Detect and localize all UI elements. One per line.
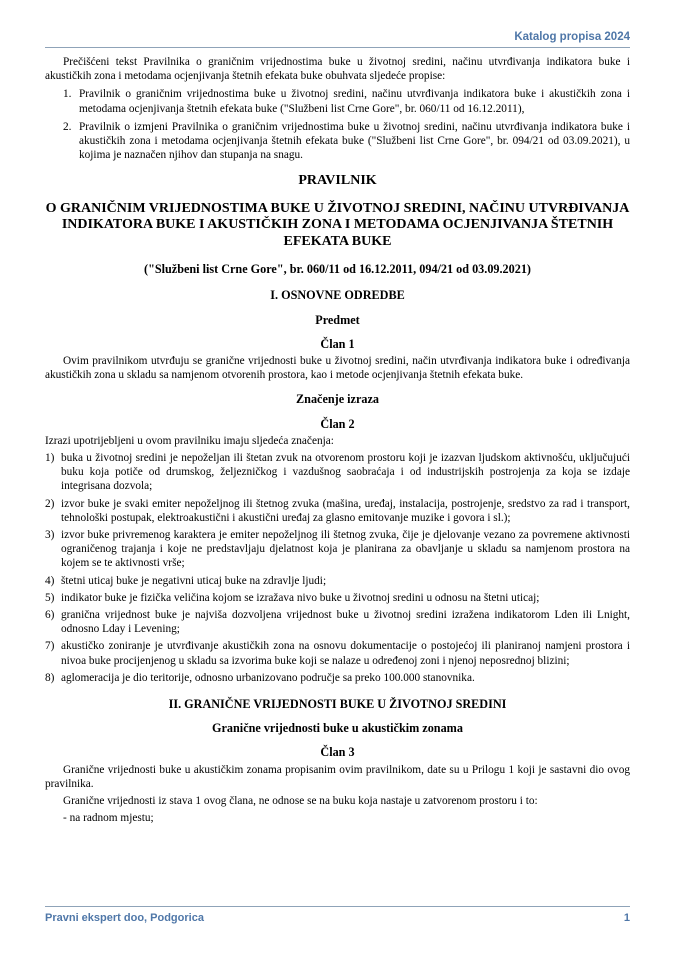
list-number: 1): [45, 451, 55, 464]
section-heading: II. GRANIČNE VRIJEDNOSTI BUKE U ŽIVOTNOJ SREDINI: [168, 697, 507, 711]
list-item: [45, 528, 630, 571]
article-paragraph: Granične vrijednosti iz stava 1 ovog člana, ne odnose se na buku koja nastaje u zatvorenom prostoru i to:: [63, 795, 538, 808]
section-heading: I. OSNOVNE ODREDBE: [270, 288, 405, 303]
list-number: 5): [45, 591, 55, 604]
article-paragraph: Izrazi upotrijebljeni u ovom pravilniku imaju sljedeća značenja:: [45, 434, 334, 447]
page-header: [45, 30, 630, 48]
catalog-title: Katalog propisa 2024: [514, 31, 630, 43]
list-item: [45, 591, 630, 605]
subheading: Predmet: [315, 312, 360, 327]
document-subtitle: O GRANIČNIM VRIJEDNOSTIMA BUKE U ŽIVOTNOJ SREDINI, NAČINU UTVRĐIVANJA INDIKATORA BUKE I AKUSTIČKIH ZONA I METODAMA OCJENJIVANJA ŠTETNIH EFEKATA BUKE: [45, 200, 630, 249]
list-item: [45, 497, 630, 525]
page-number: 1: [623, 912, 630, 924]
list-number: 2.: [63, 120, 72, 133]
list-text: aglomeracija je dio teritorije, odnosno urbanizovano područje sa preko 100.000 stanovnika.: [61, 671, 475, 684]
list-number: 4): [45, 574, 55, 587]
article-heading: Član 2: [320, 416, 355, 431]
list-item: [45, 671, 630, 685]
publisher-name: Pravni ekspert doo, Podgorica: [45, 912, 204, 924]
article-paragraph: - na radnom mjestu;: [63, 812, 154, 825]
list-text: akustičko zoniranje je utvrđivanje akustičkih zona na osnovu dokumentacije o postojećoj ili planiranoj namjeni prostora i nivoa buke procijenjenog u skladu sa izvorima buke koji se nalaze u određenoj zoni i njenoj neposrednoj blizini;: [61, 640, 630, 667]
list-text: indikator buke je fizička veličina kojom se izražava nivo buke u životnoj sredini u odnosu na štetni uticaj;: [61, 591, 540, 604]
list-item: [45, 574, 630, 588]
list-text: štetni uticaj buke je negativni uticaj buke na zdravlje ljudi;: [61, 574, 327, 587]
list-number: 7): [45, 640, 55, 653]
intro-list-item: [63, 120, 630, 163]
definitions-list: [45, 451, 630, 685]
list-text: izvor buke je svaki emiter nepoželjnog ili štetnog zvuka (mašina, uređaj, instalacija, postrojenje, sredstvo za rad i transport, tehnološki postupak, elektroakustični i akustični uređaj za glasno emitovanje muzike i govora i sl.);: [61, 497, 630, 524]
list-text: granična vrijednost buke je najviša dozvoljena vrijednost buke u životnoj sredini izražena indikatorom Lden ili Lnight, odnosno Lday i Levening;: [61, 608, 630, 636]
intro-list: [63, 87, 630, 162]
intro-paragraph: Prečišćeni tekst Pravilnika o graničnim vrijednostima buke u životnoj sredini, načinu utvrđivanja indikatora buke i akustičkih zona i metodama ocjenjivanja štetnih efekata buke obuhvata sljedeće propise:: [45, 56, 630, 83]
list-item: [45, 608, 630, 636]
subheading: Granične vrijednosti buke u akustičkim zonama: [212, 721, 463, 736]
list-number: 8): [45, 671, 55, 684]
article-heading: Član 3: [320, 745, 355, 760]
article-heading: Član 1: [320, 336, 355, 351]
page-footer: [45, 906, 630, 925]
gazette-reference: ("Službeni list Crne Gore", br. 060/11 od 16.12.2011, 094/21 od 03.09.2021): [144, 262, 531, 277]
list-text: buka u životnoj sredini je nepoželjan ili štetan zvuk na otvorenom prostoru koji je izazvan ljudskom aktivnošću, uključujući buku koja potiče od drumskog, željezničkog i vazdušnog saobraćaja i od industrijskih postrojenja za koja se izdaje integrisana dozvola;: [61, 451, 630, 493]
list-number: 6): [45, 608, 55, 621]
list-item: [45, 639, 630, 667]
subheading: Značenje izraza: [296, 392, 379, 407]
document-title: PRAVILNIK: [298, 173, 377, 189]
list-number: 1.: [63, 88, 72, 101]
article-paragraph: Granične vrijednosti buke u akustičkim zonama propisanim ovim pravilnikom, date su u Prilogu 1 koji je sastavni dio ovog pravilnika.: [45, 763, 630, 790]
list-text: Pravilnik o izmjeni Pravilnika o graničnim vrijednostima buke u životnoj sredini, načinu utvrđivanja indikatora buke i akustičkih zona i metodama ocjenjivanja štetnih efekata buke ("Službeni list Crne Gore", br. 094/21 od 03.09.2021), u kojima je naznačen njihov dan stupanja na snagu.: [79, 120, 630, 162]
list-item: [45, 451, 630, 494]
intro-list-item: [63, 87, 630, 115]
article-paragraph: Ovim pravilnikom utvrđuju se granične vrijednosti buke u životnoj sredini, način utvrđivanja indikatora buke i određivanja akustičkih zona u skladu sa namjenom otvorenih prostora, kao i metode ocjenjivanja štetnih efekata buke.: [45, 354, 630, 382]
list-text: Pravilnik o graničnim vrijednostima buke u životnoj sredini, načinu utvrđivanja indikatora buke i akustičkih zona i metodama ocjenjivanja štetnih efekata buke ("Službeni list Crne Gore", br. 060/11 od 16.12.2011),: [79, 88, 630, 115]
document-body: [45, 55, 630, 825]
list-number: 3): [45, 528, 55, 541]
list-number: 2): [45, 497, 55, 510]
list-text: izvor buke privremenog karaktera je emiter nepoželjnog ili štetnog zvuka, čije je djelovanje vezano za povremene aktivnosti ograničenog trajanja i koje ne predstavljaju djelatnost koja je planirana za obavljanje u skladu sa namjenom prostora na kojem se te aktivnosti vrše;: [61, 528, 630, 570]
